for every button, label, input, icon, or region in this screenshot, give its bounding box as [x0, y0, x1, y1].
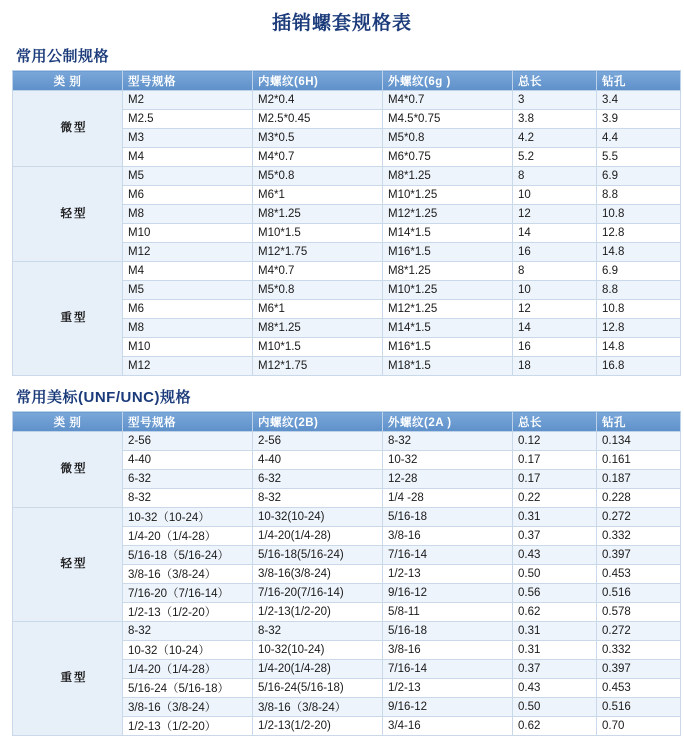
cell-model: 5/16-18（5/16-24） — [123, 546, 253, 565]
cell-drill: 14.8 — [597, 338, 681, 357]
cell-external: M10*1.25 — [383, 186, 513, 205]
table-row — [13, 508, 681, 527]
cell-model: 2-56 — [123, 432, 253, 451]
cell-drill: 0.516 — [597, 584, 681, 603]
col-header-category: 类 别 — [13, 71, 123, 91]
cell-length: 10 — [513, 186, 597, 205]
cell-length: 0.56 — [513, 584, 597, 603]
cell-internal: M5*0.8 — [253, 281, 383, 300]
cell-model: M2 — [123, 91, 253, 110]
cell-internal: 1/2-13(1/2-20) — [253, 717, 383, 736]
cell-model: 6-32 — [123, 470, 253, 489]
cell-drill: 3.4 — [597, 91, 681, 110]
cell-length: 10 — [513, 281, 597, 300]
cell-length: 0.50 — [513, 565, 597, 584]
cell-length: 0.17 — [513, 470, 597, 489]
cell-drill: 6.9 — [597, 167, 681, 186]
col-header-internal-thread: 内螺纹(2B) — [253, 412, 383, 432]
cell-model: 1/2-13（1/2-20） — [123, 717, 253, 736]
cell-length: 0.31 — [513, 622, 597, 641]
imperial-spec-table — [12, 411, 681, 736]
cell-drill: 4.4 — [597, 129, 681, 148]
col-header-total-length: 总长 — [513, 412, 597, 432]
cell-external: M8*1.25 — [383, 167, 513, 186]
cell-model: 10-32（10-24） — [123, 641, 253, 660]
cell-length: 14 — [513, 224, 597, 243]
cell-internal: M10*1.5 — [253, 338, 383, 357]
cell-external: 10-32 — [383, 451, 513, 470]
cell-drill: 12.8 — [597, 319, 681, 338]
cell-external: 5/16-18 — [383, 508, 513, 527]
cell-external: 5/16-18 — [383, 622, 513, 641]
cell-model: 8-32 — [123, 489, 253, 508]
cell-internal: 3/8-16(3/8-24) — [253, 565, 383, 584]
cell-internal: M8*1.25 — [253, 319, 383, 338]
cell-model: 4-40 — [123, 451, 253, 470]
cell-external: M4*0.7 — [383, 91, 513, 110]
cell-drill: 8.8 — [597, 186, 681, 205]
cell-length: 12 — [513, 300, 597, 319]
cell-drill: 0.161 — [597, 451, 681, 470]
cell-external: 3/8-16 — [383, 641, 513, 660]
cell-external: M18*1.5 — [383, 357, 513, 376]
cell-internal: 4-40 — [253, 451, 383, 470]
cell-drill: 0.397 — [597, 660, 681, 679]
cell-external: M16*1.5 — [383, 243, 513, 262]
cell-model: M12 — [123, 243, 253, 262]
cell-drill: 0.332 — [597, 527, 681, 546]
cell-internal: 10-32(10-24) — [253, 508, 383, 527]
cell-external: 8-32 — [383, 432, 513, 451]
cell-internal: M4*0.7 — [253, 148, 383, 167]
cell-length: 12 — [513, 205, 597, 224]
cell-model: 3/8-16（3/8-24） — [123, 698, 253, 717]
cell-external: 3/4-16 — [383, 717, 513, 736]
cell-model: 3/8-16（3/8-24） — [123, 565, 253, 584]
cell-internal: M6*1 — [253, 300, 383, 319]
table-row — [13, 91, 681, 110]
cell-internal: M5*0.8 — [253, 167, 383, 186]
cell-external: 7/16-14 — [383, 660, 513, 679]
cell-drill: 12.8 — [597, 224, 681, 243]
col-header-total-length: 总长 — [513, 71, 597, 91]
cell-model: 5/16-24（5/16-18） — [123, 679, 253, 698]
cell-external: M5*0.8 — [383, 129, 513, 148]
cell-model: M8 — [123, 205, 253, 224]
metric-spec-table — [12, 70, 681, 376]
section-imperial — [8, 386, 676, 736]
section-metric — [8, 45, 676, 376]
cell-external: M10*1.25 — [383, 281, 513, 300]
cell-drill: 0.134 — [597, 432, 681, 451]
cell-external: 9/16-12 — [383, 584, 513, 603]
category-cell: 微型 — [13, 91, 123, 167]
cell-model: 1/4-20（1/4-28） — [123, 660, 253, 679]
cell-internal: 10-32(10-24) — [253, 641, 383, 660]
cell-internal: M8*1.25 — [253, 205, 383, 224]
cell-drill: 6.9 — [597, 262, 681, 281]
cell-model: M4 — [123, 262, 253, 281]
cell-external: 3/8-16 — [383, 527, 513, 546]
cell-model: M5 — [123, 167, 253, 186]
cell-length: 0.43 — [513, 546, 597, 565]
cell-external: M6*0.75 — [383, 148, 513, 167]
cell-drill: 0.397 — [597, 546, 681, 565]
cell-model: M2.5 — [123, 110, 253, 129]
cell-external: 1/4 -28 — [383, 489, 513, 508]
category-cell: 重型 — [13, 262, 123, 376]
cell-external: 9/16-12 — [383, 698, 513, 717]
cell-external: M16*1.5 — [383, 338, 513, 357]
cell-drill: 0.272 — [597, 622, 681, 641]
col-header-model: 型号规格 — [123, 412, 253, 432]
cell-external: 5/8-11 — [383, 603, 513, 622]
cell-length: 3 — [513, 91, 597, 110]
cell-internal: M10*1.5 — [253, 224, 383, 243]
cell-length: 16 — [513, 243, 597, 262]
cell-model: 8-32 — [123, 622, 253, 641]
cell-model: M6 — [123, 186, 253, 205]
cell-internal: 8-32 — [253, 622, 383, 641]
cell-length: 0.12 — [513, 432, 597, 451]
cell-length: 0.31 — [513, 508, 597, 527]
cell-length: 5.2 — [513, 148, 597, 167]
cell-drill: 8.8 — [597, 281, 681, 300]
cell-internal: 7/16-20(7/16-14) — [253, 584, 383, 603]
table-header-row — [13, 412, 681, 432]
cell-external: M8*1.25 — [383, 262, 513, 281]
cell-external: M12*1.25 — [383, 300, 513, 319]
cell-drill: 0.578 — [597, 603, 681, 622]
cell-drill: 16.8 — [597, 357, 681, 376]
cell-internal: 5/16-18(5/16-24) — [253, 546, 383, 565]
cell-model: M8 — [123, 319, 253, 338]
cell-model: M12 — [123, 357, 253, 376]
table-header-row — [13, 71, 681, 91]
cell-drill: 0.272 — [597, 508, 681, 527]
col-header-external-thread: 外螺纹(6g ) — [383, 71, 513, 91]
cell-external: 12-28 — [383, 470, 513, 489]
cell-internal: M12*1.75 — [253, 357, 383, 376]
category-cell: 重型 — [13, 622, 123, 736]
section-divider — [8, 376, 676, 382]
cell-external: M14*1.5 — [383, 224, 513, 243]
table-row — [13, 167, 681, 186]
cell-length: 0.62 — [513, 603, 597, 622]
cell-drill: 0.70 — [597, 717, 681, 736]
cell-internal: M2*0.4 — [253, 91, 383, 110]
cell-model: M10 — [123, 338, 253, 357]
page-title: 插销螺套规格表 — [271, 13, 412, 34]
cell-model: 1/4-20（1/4-28） — [123, 527, 253, 546]
cell-internal: 5/16-24(5/16-18) — [253, 679, 383, 698]
table-row — [13, 262, 681, 281]
cell-drill: 0.453 — [597, 565, 681, 584]
cell-model: 1/2-13（1/2-20） — [123, 603, 253, 622]
cell-length: 0.37 — [513, 527, 597, 546]
cell-length: 14 — [513, 319, 597, 338]
col-header-drill-hole: 钻孔 — [597, 412, 681, 432]
cell-internal: M2.5*0.45 — [253, 110, 383, 129]
cell-length: 16 — [513, 338, 597, 357]
cell-external: 1/2-13 — [383, 565, 513, 584]
cell-model: M3 — [123, 129, 253, 148]
cell-drill: 0.453 — [597, 679, 681, 698]
cell-drill: 0.187 — [597, 470, 681, 489]
cell-internal: M12*1.75 — [253, 243, 383, 262]
cell-drill: 3.9 — [597, 110, 681, 129]
cell-external: 1/2-13 — [383, 679, 513, 698]
col-header-internal-thread: 内螺纹(6H) — [253, 71, 383, 91]
cell-internal: 1/4-20(1/4-28) — [253, 527, 383, 546]
col-header-category: 类 别 — [13, 412, 123, 432]
cell-model: M5 — [123, 281, 253, 300]
cell-length: 0.50 — [513, 698, 597, 717]
cell-model: 7/16-20（7/16-14） — [123, 584, 253, 603]
cell-length: 0.37 — [513, 660, 597, 679]
cell-internal: 1/4-20(1/4-28) — [253, 660, 383, 679]
col-header-model: 型号规格 — [123, 71, 253, 91]
category-cell: 微型 — [13, 432, 123, 508]
cell-external: M4.5*0.75 — [383, 110, 513, 129]
cell-length: 3.8 — [513, 110, 597, 129]
cell-drill: 10.8 — [597, 300, 681, 319]
table-row — [13, 622, 681, 641]
cell-model: M6 — [123, 300, 253, 319]
cell-drill: 0.228 — [597, 489, 681, 508]
cell-external: M14*1.5 — [383, 319, 513, 338]
cell-length: 4.2 — [513, 129, 597, 148]
cell-model: 10-32（10-24） — [123, 508, 253, 527]
cell-internal: M3*0.5 — [253, 129, 383, 148]
section-heading-imperial: 常用美标(UNF/UNC)规格 — [16, 389, 191, 406]
cell-internal: 2-56 — [253, 432, 383, 451]
cell-length: 0.31 — [513, 641, 597, 660]
cell-model: M4 — [123, 148, 253, 167]
cell-external: 7/16-14 — [383, 546, 513, 565]
col-header-external-thread: 外螺纹(2A ) — [383, 412, 513, 432]
cell-length: 0.22 — [513, 489, 597, 508]
cell-external: M12*1.25 — [383, 205, 513, 224]
cell-length: 18 — [513, 357, 597, 376]
cell-length: 8 — [513, 262, 597, 281]
cell-internal: M4*0.7 — [253, 262, 383, 281]
cell-length: 0.17 — [513, 451, 597, 470]
col-header-drill-hole: 钻孔 — [597, 71, 681, 91]
cell-drill: 10.8 — [597, 205, 681, 224]
category-cell: 轻型 — [13, 167, 123, 262]
cell-drill: 5.5 — [597, 148, 681, 167]
cell-drill: 0.516 — [597, 698, 681, 717]
cell-internal: 1/2-13(1/2-20) — [253, 603, 383, 622]
category-cell: 轻型 — [13, 508, 123, 622]
cell-internal: 6-32 — [253, 470, 383, 489]
cell-internal: 3/8-16（3/8-24） — [253, 698, 383, 717]
cell-drill: 14.8 — [597, 243, 681, 262]
table-row — [13, 432, 681, 451]
section-heading-metric: 常用公制规格 — [16, 48, 110, 65]
cell-internal: 8-32 — [253, 489, 383, 508]
cell-length: 0.43 — [513, 679, 597, 698]
cell-drill: 0.332 — [597, 641, 681, 660]
cell-model: M10 — [123, 224, 253, 243]
cell-length: 0.62 — [513, 717, 597, 736]
cell-length: 8 — [513, 167, 597, 186]
cell-internal: M6*1 — [253, 186, 383, 205]
